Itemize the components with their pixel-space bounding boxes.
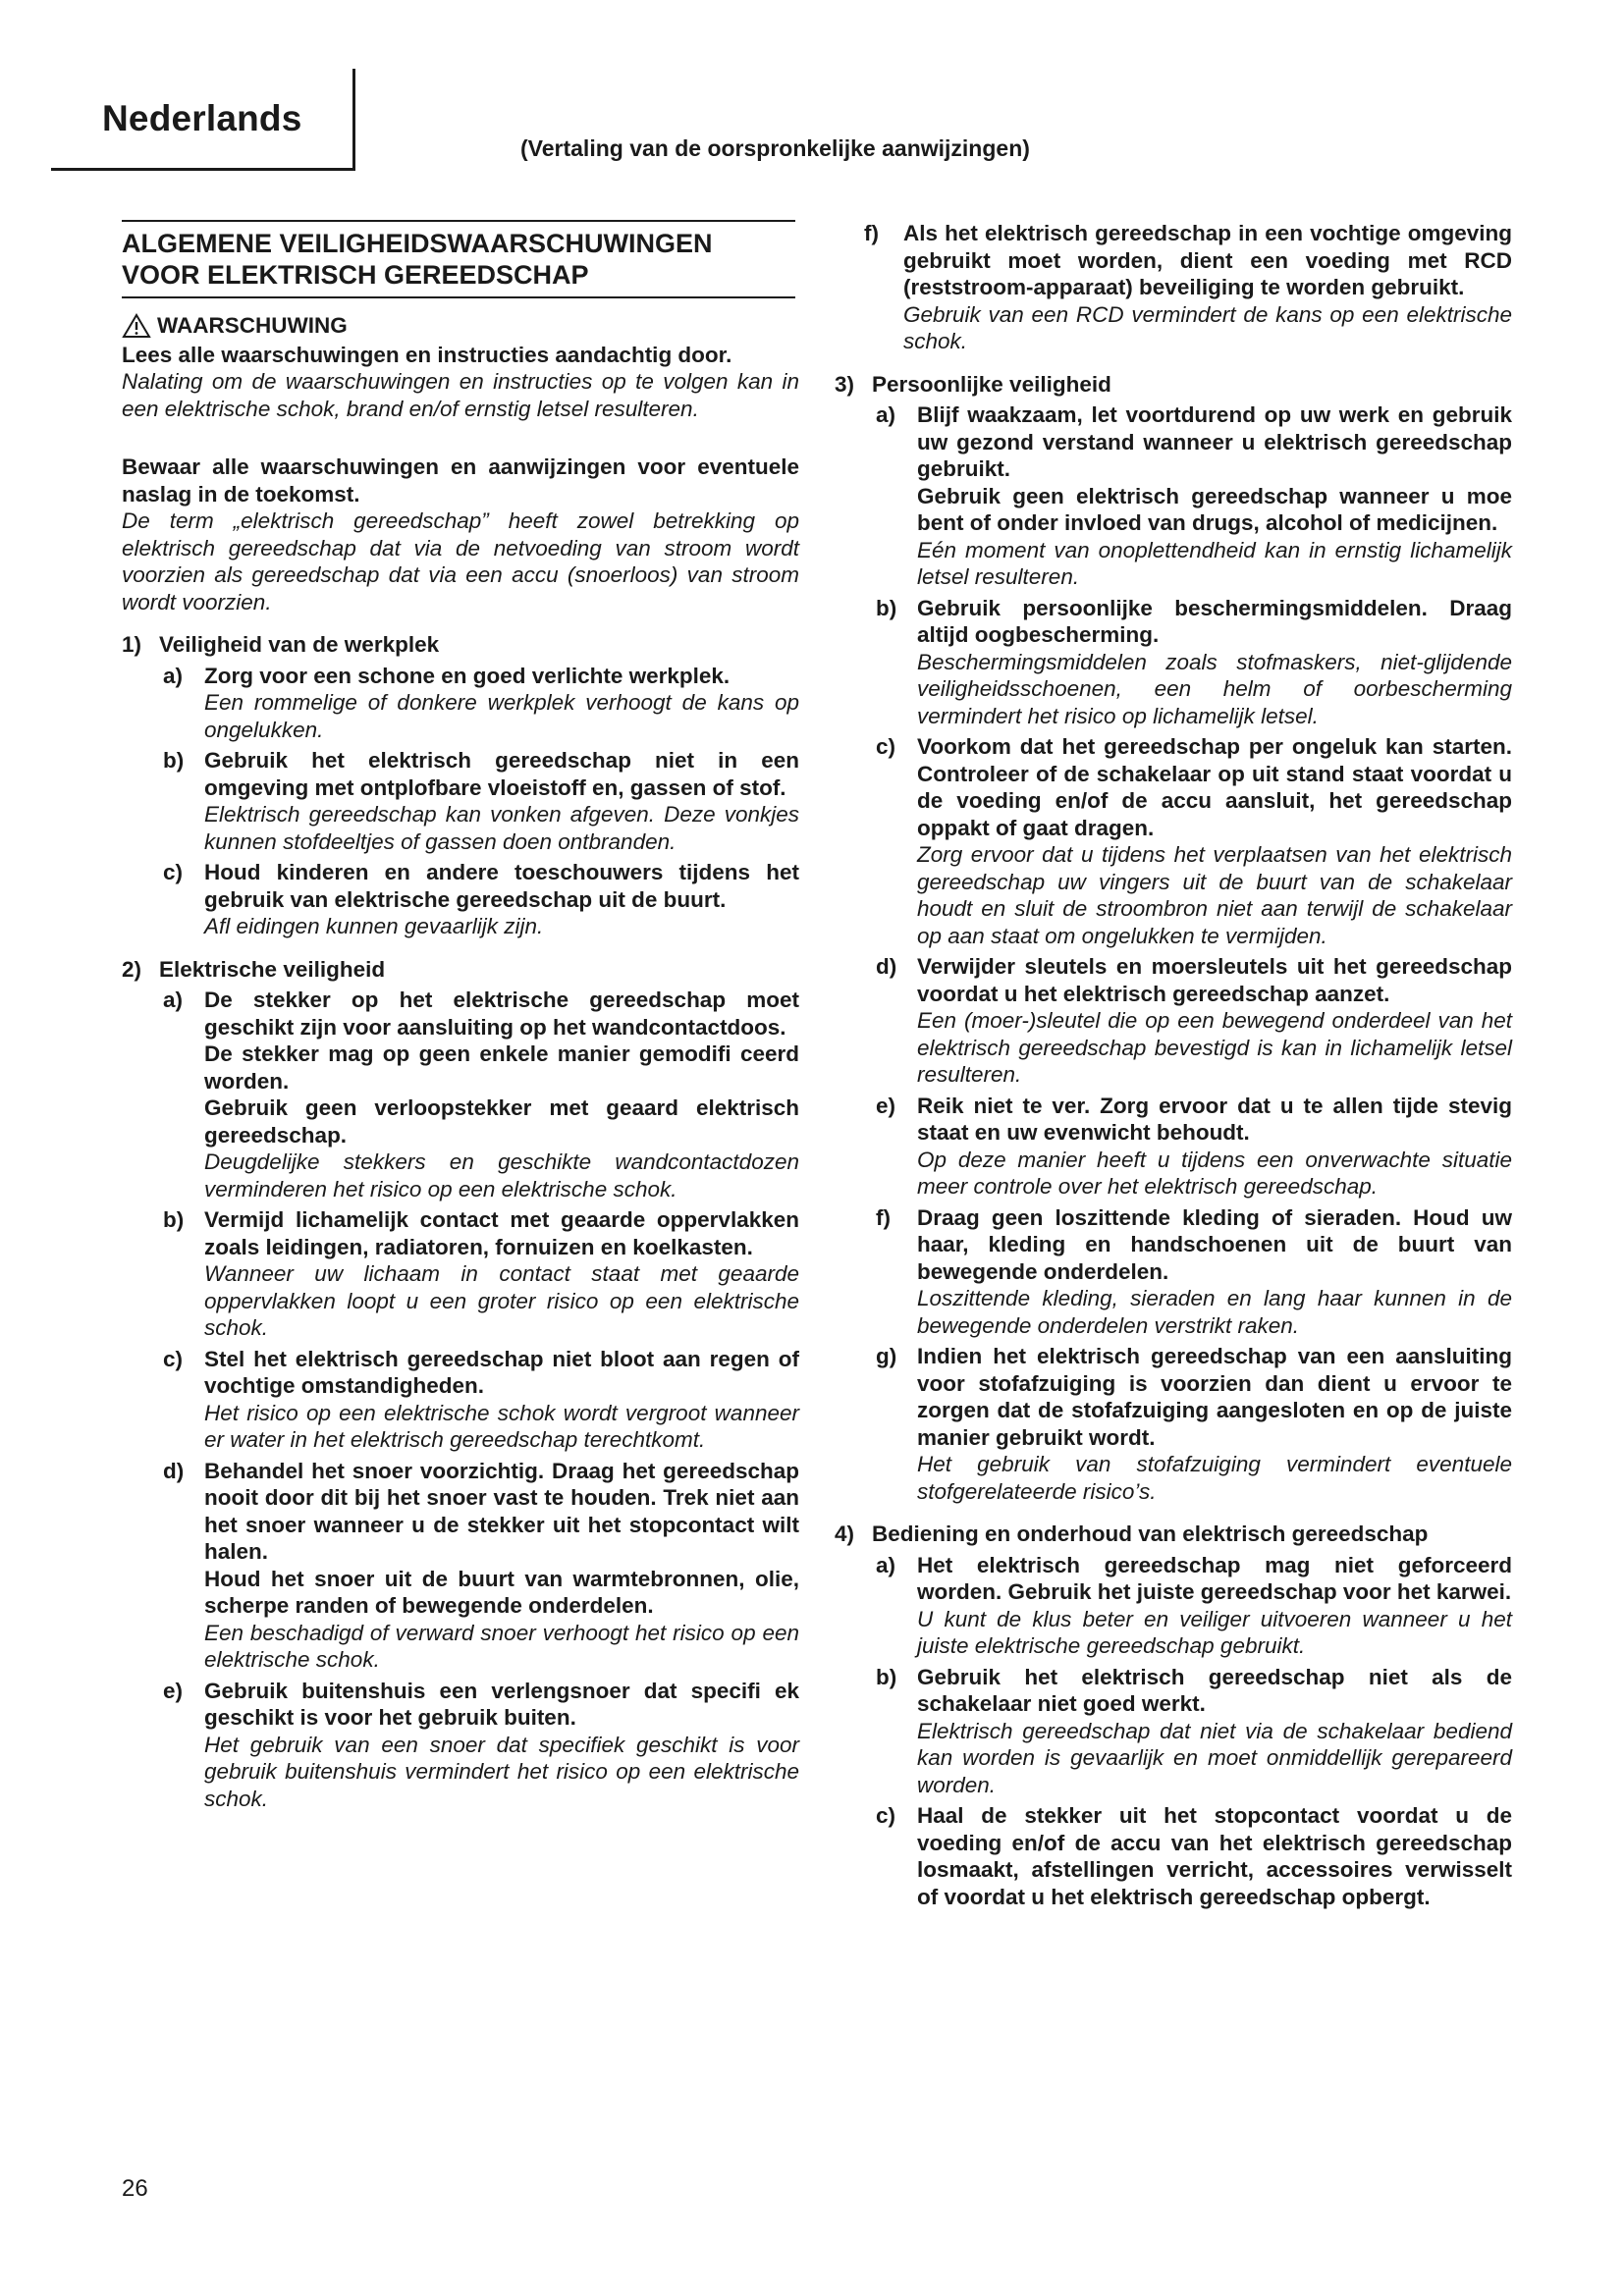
- section-number: 2): [122, 956, 142, 982]
- list-item: c) Stel het elektrisch gereedschap niet bloot aan regen of vochtige omstandigheden. Het risico op een elektrische schok wordt vergroot wanneer er water in het elektrisch gereedschap terechtkomt.: [163, 1346, 799, 1452]
- page-number: 26: [122, 2175, 148, 2202]
- section-number: 4): [835, 1522, 855, 1546]
- list-item: a) De stekker op het elektrische gereedschap moet geschikt zijn voor aansluiting op het wandcontactdoos. De stekker mag op geen enkele manier gemodifi ceerd worden. Gebruik geen verloopstekker met geaard elektrisch gereedschap. Deugdelijke stekkers en geschikte wandcontactdozen verminderen het risico op een elektrische schok.: [163, 988, 799, 1201]
- list-item: b) Gebruik het elektrisch gereedschap niet als de schakelaar niet goed werkt. Elektrisch gereedschap dat niet via de schakelaar bediend kan worden is gevaarlijk en moet onmiddellijk gerepareerd worden.: [876, 1664, 1512, 1797]
- warning-triangle-icon: [122, 313, 151, 339]
- list-item: b) Gebruik het elektrisch gereedschap niet in een omgeving met ontplofbare vloeistoff en, gassen of stof. Elektrisch gereedschap kan vonken afgeven. Deze vonkjes kunnen stofdeeltjes of gassen doen ontbranden.: [163, 748, 799, 854]
- intro-bold: Lees alle waarschuwingen en instructies aandachtig door.: [122, 342, 732, 367]
- section-2: [122, 956, 799, 1813]
- list-item: c) Haal de stekker uit het stopcontact voordat u de voeding en/of de accu van het elektrisch gereedschap losmaakt, afstellingen verricht, accessoires verwisselt of voordat u het elektrisch gereedschap opbergt.: [876, 1803, 1512, 1909]
- intro-italic: Nalating om de waarschuwingen en instructies op te volgen kan in een elektrische schok, brand en/of ernstig letsel resulteren.: [122, 369, 799, 421]
- section-4: [835, 1521, 1512, 1910]
- section-number: 3): [835, 371, 855, 397]
- list-item: a) Zorg voor een schone en goed verlichte werkplek. Een rommelige of donkere werkplek verhoogt de kans op ongelukken.: [163, 663, 799, 742]
- list-item: e) Gebruik buitenshuis een verlengsnoer dat specifi ek geschikt is voor het gebruik buiten. Het gebruik van een snoer dat specifiek geschikt is voor gebruik buitenshuis vermindert het risico op een elektrische schok.: [163, 1678, 799, 1811]
- section-title: Persoonlijke veiligheid: [872, 371, 1111, 397]
- language-tab: [51, 69, 355, 171]
- list-item: b) Gebruik persoonlijke beschermingsmiddelen. Draag altijd oogbescherming. Beschermingsmiddelen zoals stofmaskers, niet-glijdende veiligheidsschoenen, een helm of oorbescherming vermindert het risico op lichamelijk letsel.: [876, 595, 1512, 728]
- list-item: a) Blijf waakzaam, let voortdurend op uw werk en gebruik uw gezond verstand wanneer u elektrisch gereedschap gebruikt. Gebruik geen elektrisch gereedschap wanneer u moe bent of onder invloed van drugs, alcohol of medicijnen. Eén moment van onoplettendheid kan in ernstig lichamelijk letsel resulteren.: [876, 402, 1512, 589]
- list-item: f) Als het elektrisch gereedschap in een vochtige omgeving gebruikt moet worden, dient een voeding met RCD (reststroom-apparaat) beveiliging te worden gebruikt. Gebruik van een RCD vermindert de kans op een elektrische schok.: [864, 221, 1512, 353]
- section-title: Veiligheid van de werkplek: [159, 632, 440, 657]
- translation-note: (Vertaling van de oorspronkelijke aanwijzingen): [520, 135, 1030, 161]
- list-item: b) Vermijd lichamelijk contact met geaarde oppervlakken zoals leidingen, radiatoren, fornuizen en koelkasten. Wanneer uw lichaam in contact staat met geaarde oppervlakken loopt u een groter risico op een elektrische schok.: [163, 1207, 799, 1340]
- right-column: [835, 220, 1512, 1910]
- keep-italic: De term „elektrisch gereedschap” heeft zowel betrekking op elektrisch gereedschap dat via de netvoeding van stroom wordt voorzien als gereedschap dat via een accu (snoerloos) van stroom wordt voorzien.: [122, 508, 799, 614]
- left-column: [122, 220, 799, 1812]
- keep-bold: Bewaar alle waarschuwingen en aanwijzingen voor eventuele naslag in de toekomst.: [122, 454, 799, 507]
- list-item: c) Houd kinderen en andere toeschouwers tijdens het gebruik van elektrische gereedschap uit de buurt. Afl eidingen kunnen gevaarlijk zijn.: [163, 860, 799, 938]
- list-item: g) Indien het elektrisch gereedschap van een aansluiting voor stofafzuiging is voorzien dan dient u ervoor te zorgen dat de stofafzuiging aangesloten en op de juiste manier gebruikt wordt. Het gebruik van stofafzuiging vermindert eventuele stofgerelateerde risico’s.: [876, 1344, 1512, 1504]
- section-number: 1): [122, 632, 142, 657]
- warning-header: [122, 312, 799, 340]
- list-item: e) Reik niet te ver. Zorg ervoor dat u te allen tijde stevig staat en uw evenwicht behoudt. Op deze manier heeft u tijdens een onverwachte situatie meer controle over het elektrisch gereedschap.: [876, 1093, 1512, 1199]
- section-1: [122, 631, 799, 940]
- page-title: ALGEMENE VEILIGHEIDSWAARSCHUWINGEN VOOR ELEKTRISCH GEREEDSCHAP: [122, 229, 713, 290]
- list-item: a) Het elektrisch gereedschap mag niet geforceerd worden. Gebruik het juiste gereedschap voor het karwei. U kunt de klus beter en veiliger uitvoeren wanneer u het juiste elektrische gereedschap gebruikt.: [876, 1552, 1512, 1658]
- list-item: f) Draag geen loszittende kleding of sieraden. Houd uw haar, kleding en handschoenen uit de buurt van bewegende onderdelen. Loszittende kleding, sieraden en lang haar kunnen in de bewegende onderdelen verstrikt raken.: [876, 1204, 1512, 1338]
- list-item: d) Behandel het snoer voorzichtig. Draag het gereedschap nooit door dit bij het snoer vast te houden. Trek niet aan het snoer wanneer u de stekker uit het stopcontact wilt halen. Houd het snoer uit de buurt van warmtebronnen, olie, scherpe randen of bewegende onderdelen. Een beschadigd of verward snoer verhoogt het risico op een elektrische schok.: [163, 1458, 799, 1672]
- section-title: Elektrische veiligheid: [159, 956, 386, 982]
- section-title: Bediening en onderhoud van elektrisch gereedschap: [872, 1522, 1429, 1546]
- language-label: Nederlands: [102, 98, 302, 138]
- warning-label: WAARSCHUWING: [157, 313, 348, 338]
- section-heading: [122, 220, 795, 298]
- list-item: c) Voorkom dat het gereedschap per ongeluk kan starten. Controleer of de schakelaar op uit stand staat voordat u de voeding en/of de accu aansluit, het gereedschap oppakt of gaat dragen. Zorg ervoor dat u tijdens het verplaatsen van het elektrisch gereedschap uw vingers uit de buurt van de schakelaar houdt en sluit de stroombron niet aan terwijl de schakelaar op aan staat om ongelukken te vermijden.: [876, 734, 1512, 948]
- list-item: d) Verwijder sleutels en moersleutels uit het gereedschap voordat u het elektrisch gereedschap aanzet. Een (moer-)sleutel die op een bewegend onderdeel van het elektrisch gereedschap bevestigd is kan in lichamelijk letsel resulteren.: [876, 954, 1512, 1087]
- section-3: [835, 371, 1512, 1506]
